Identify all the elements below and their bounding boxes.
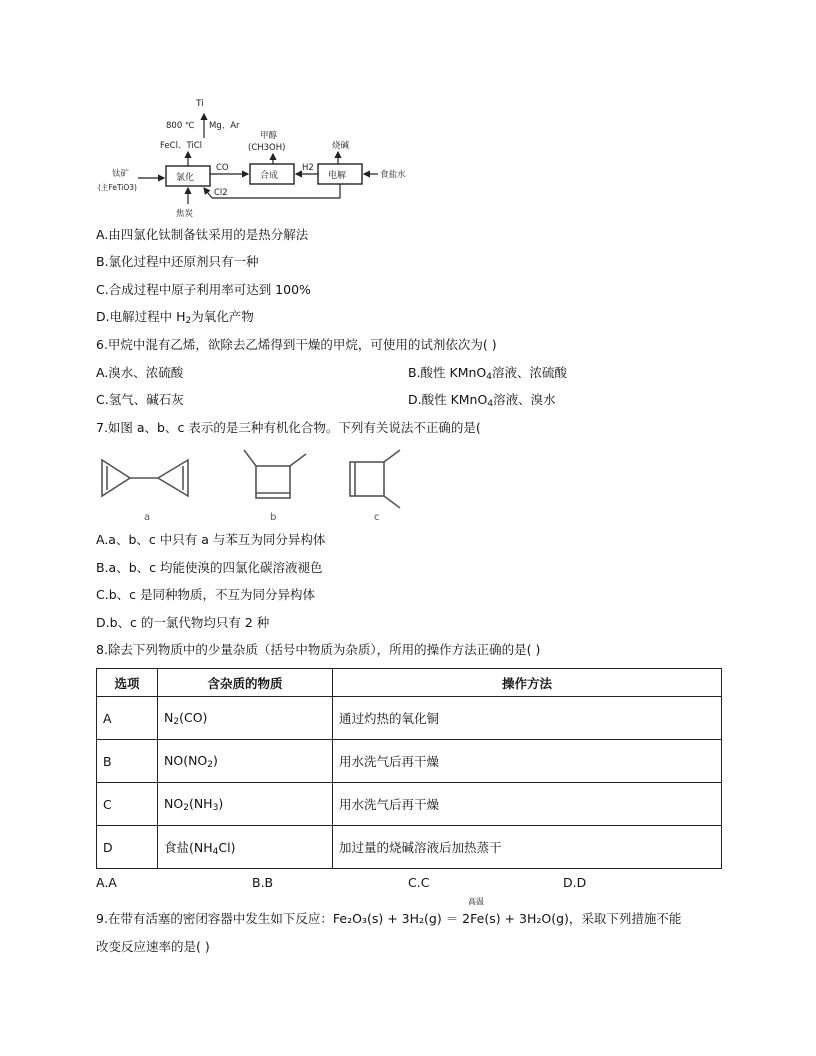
h2-label: H2	[302, 163, 314, 173]
q8-answer-c: C.C	[408, 875, 430, 890]
table-row	[97, 826, 722, 869]
q5-option-c: C.合成过程中原子利用率可达到 100%	[96, 282, 311, 297]
chlorides-label: FeCl、TiCl	[160, 141, 203, 151]
row-substance: $N_2(CO)$	[158, 697, 333, 740]
methanol-label: 甲醇	[260, 131, 278, 141]
q5-option-d: D.电解过程中 $H_2$为氧化产物	[96, 309, 254, 326]
q5-option-a: A.由四氯化钛制备钛采用的是热分解法	[96, 227, 309, 242]
q7-option-a: A.a、b、c 中只有 a 与苯互为同分异构体	[96, 532, 326, 547]
row-method: 通过灼热的氧化铜	[333, 697, 722, 740]
q9-stem-line2: 改变反应速率的是( )	[96, 939, 210, 954]
q8-answer-b: B.B	[252, 875, 274, 890]
structure-a-label: a	[144, 512, 151, 523]
row-substance: $NO(NO_2)$	[158, 740, 333, 783]
brine-label: 食盐水	[380, 170, 406, 180]
table-header-row	[97, 669, 722, 697]
structure-b-methyl	[244, 450, 256, 466]
q6-option-b: B.酸性 KMnO$_4$溶液、浓硫酸	[408, 365, 568, 382]
row-method: 用水洗气后再干燥	[333, 740, 722, 783]
structure-c-methyl-1	[384, 450, 400, 462]
q7-option-c: C.b、c 是同种物质，不互为同分异构体	[96, 587, 315, 602]
row-method: 用水洗气后再干燥	[333, 783, 722, 826]
row-option: C	[97, 783, 158, 826]
q8-stem: 8.除去下列物质中的少量杂质（括号中物质为杂质），所用的操作方法正确的是( )	[96, 642, 541, 657]
co-label: CO	[216, 163, 229, 173]
structure-a-left-ring	[102, 460, 130, 496]
structure-c-methyl-2	[384, 496, 400, 508]
q8-answer-a: A.A	[96, 875, 117, 890]
q6-stem: 6.甲烷中混有乙烯，欲除去乙烯得到干燥的甲烷，可使用的试剂依次为( )	[96, 337, 497, 352]
row-method: 加过量的烧碱溶液后加热蒸干	[333, 826, 722, 869]
q9-condition: 高温	[468, 897, 484, 906]
process-flow-diagram	[88, 92, 448, 220]
q6-option-c: C.氢气、碱石灰	[96, 392, 184, 407]
electrolysis-label: 电解	[328, 171, 347, 181]
chlorination-label: 氯化	[176, 173, 195, 183]
ore-label: 钛矿	[112, 169, 130, 179]
caustic-soda-label: 烧碱	[332, 141, 350, 151]
q5-option-b: B.氯化过程中还原剂只有一种	[96, 254, 259, 269]
q7-structures-figure	[94, 444, 414, 524]
q6-option-a: A.溴水、浓硫酸	[96, 365, 184, 380]
coke-label: 焦炭	[176, 209, 194, 219]
row-option: B	[97, 740, 158, 783]
row-substance: 食盐$(NH_4Cl)$	[158, 826, 333, 869]
row-substance: $NO_2(NH_3)$	[158, 783, 333, 826]
header-option: 选项	[97, 669, 158, 697]
cl2-label: Cl2	[214, 188, 228, 198]
synthesis-label: 合成	[260, 171, 279, 181]
q8-answer-d: D.D	[563, 875, 587, 890]
structure-c-label: c	[374, 512, 380, 523]
q7-stem: 7.如图 a、b、c 表示的是三种有机化合物。下列有关说法不正确的是(	[96, 420, 481, 435]
header-substance: 含杂质的物质	[158, 669, 333, 697]
table-row	[97, 783, 722, 826]
conditions-label: 800 ℃	[166, 121, 195, 131]
row-option: D	[97, 826, 158, 869]
structure-b-label: b	[270, 512, 277, 523]
table-row	[97, 740, 722, 783]
header-method: 操作方法	[333, 669, 722, 697]
q7-option-b: B.a、b、c 均能使溴的四氯化碳溶液褪色	[96, 560, 323, 575]
table-row	[97, 697, 722, 740]
methanol-formula-label: (CH3OH)	[248, 143, 286, 153]
row-option: A	[97, 697, 158, 740]
q7-option-d: D.b、c 的一氯代物均只有 2 种	[96, 615, 270, 630]
q6-option-d: D.酸性 KMnO$_4$溶液、溴水	[408, 392, 556, 409]
ti-label: Ti	[196, 99, 204, 109]
q8-table	[96, 668, 722, 869]
reagents-label: Mg、Ar	[209, 121, 240, 131]
ore-formula-label: (主FeTiO3)	[98, 183, 137, 192]
q9-stem-line1: 9.在带有活塞的密闭容器中发生如下反应：Fe₂O₃(s) + 3H₂(g) ＝ 2Fe(s) + 3H₂O(g)，采取下列措施不能	[96, 911, 682, 926]
